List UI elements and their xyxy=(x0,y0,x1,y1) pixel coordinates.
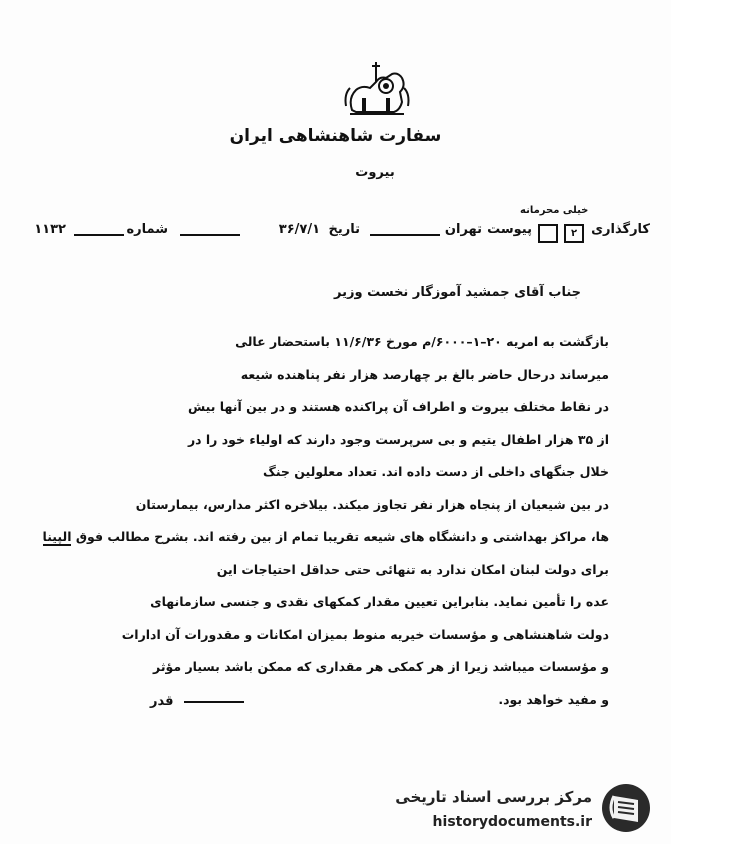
body-line: برای دولت لبنان امکان ندارد به تنهائی حتی حداقل احتیاجات این xyxy=(216,561,609,577)
watermark-name: مرکز بررسی اسناد تاریخی xyxy=(395,788,592,806)
archive-watermark xyxy=(378,778,668,838)
classification-box: ۲ xyxy=(564,224,584,243)
reference-kind: کارگذاری xyxy=(591,222,650,237)
underlined-word: الپینا xyxy=(42,529,72,544)
body-line: از ۳۵ هزار اطفال یتیم و بی سرپرست وجود دارند که اولیاء خود را در xyxy=(187,431,609,447)
empty-box xyxy=(538,224,558,243)
body-line: میرساند درحال حاضر بالغ بر چهارصد هزار نفر پناهنده شیعه xyxy=(240,366,609,382)
body-line xyxy=(42,521,609,554)
number-dash xyxy=(74,234,124,236)
body-line: و مؤسسات میباشد زیرا از هر کمکی هر مقداری که ممکن باشد بسیار مؤثر xyxy=(153,659,609,674)
body-line: در نقاط مختلف بیروت و اطراف آن پراکنده هستند و در بین آنها بیش xyxy=(187,399,609,414)
body-line: بازگشت به امریه ۲۰–۱–۶۰۰۰/م مورخ ۱۱/۶/۳۶ باستحضار عالی xyxy=(235,334,609,349)
date-label: تاریخ xyxy=(328,222,360,237)
reference-line xyxy=(10,222,650,250)
body-line: در بین شیعیان از پنجاه هزار نفر تجاوز میکند. بیلاخره اکثر مدارس، بیمارستان xyxy=(135,496,609,512)
classification-stamp: خیلی محرمانه xyxy=(520,205,589,216)
archive-logo-icon xyxy=(600,782,652,834)
closing-signature xyxy=(150,694,244,709)
lion-and-sun-emblem-icon xyxy=(342,58,412,120)
date-value: ۳۶/۷/۱ xyxy=(278,222,320,237)
watermark-url: historydocuments.ir xyxy=(432,814,592,830)
date-dash xyxy=(180,234,240,236)
destination-dash xyxy=(370,234,440,236)
number-label: شماره xyxy=(126,222,168,237)
embassy-title: سفارت شاهنشاهی ایران xyxy=(229,126,442,146)
addressee: جناب آقای جمشید آموزگار نخست وزیر xyxy=(334,285,581,300)
number-value: ۱۱۳۲ xyxy=(34,222,66,237)
embassy-city: بیروت xyxy=(355,165,395,180)
destination-value: تهران xyxy=(444,222,482,237)
body-line: خلال جنگهای داخلی از دست داده اند. تعداد معلولین جنگ xyxy=(263,464,609,479)
closing-text: قدر xyxy=(150,694,174,709)
body-line: دولت شاهنشاهی و مؤسسات خیریه منوط بمیزان امکانات و مقدورات آن ادارات xyxy=(121,626,609,642)
body-line: عده را تأمین نماید. بنابراین تعیین مقدار کمکهای نقدی و جنسی سازمانهای xyxy=(150,594,609,609)
signature-dash xyxy=(184,701,244,703)
body-line-text: ها، مراکز بهداشتی و دانشگاه های شیعه تقریبا تمام از بین رفته اند. بشرح مطالب فوق xyxy=(75,529,609,544)
letter-body xyxy=(42,326,609,716)
attachments-label: پیوست xyxy=(487,222,532,237)
body-line: و مفید خواهد بود. xyxy=(498,691,609,707)
